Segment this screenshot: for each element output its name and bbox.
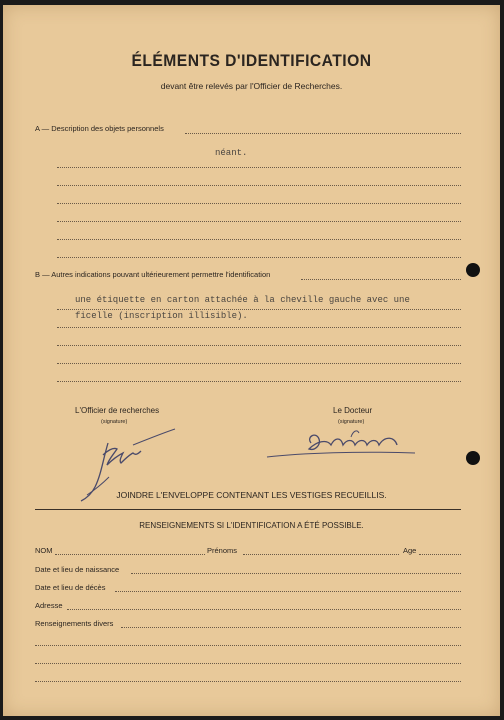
address-label: Adresse — [35, 601, 63, 610]
section-a-line — [57, 257, 461, 258]
section-b-line — [57, 309, 461, 310]
section-a-line — [57, 221, 461, 222]
misc-label: Renseignements divers — [35, 619, 114, 628]
section-b-line — [57, 327, 461, 328]
document-page — [3, 5, 500, 716]
misc-line — [35, 681, 461, 682]
section-b-typed-line-2: ficelle (inscription illisible). — [75, 311, 248, 321]
death-label: Date et lieu de décès — [35, 583, 106, 592]
birth-line — [131, 573, 461, 574]
officer-signature-label: L'Officier de recherches — [75, 406, 160, 415]
section-a-line — [57, 203, 461, 204]
nom-line — [55, 554, 205, 555]
section-b-line — [57, 363, 461, 364]
death-line — [115, 591, 461, 592]
section-divider — [35, 509, 461, 510]
misc-line — [35, 645, 461, 646]
section-b-line — [301, 279, 461, 280]
identification-heading: RENSEIGNEMENTS SI L'IDENTIFICATION A ÉTÉ POSSIBLE. — [139, 521, 364, 530]
age-line — [419, 554, 461, 555]
section-b-typed-line-1: une étiquette en carton attachée à la cheville gauche avec une — [75, 295, 410, 305]
officer-signature-sub: (signature) — [101, 419, 128, 425]
binder-hole — [466, 451, 480, 465]
misc-line — [35, 663, 461, 664]
envelope-note: JOINDRE L'ENVELOPPE CONTENANT LES VESTIGES RECUEILLIS. — [116, 490, 387, 500]
section-a-typed-text: néant. — [215, 148, 248, 158]
misc-line — [121, 627, 461, 628]
section-b-label: B — Autres indications pouvant ultérieurement permettre l'identification — [35, 270, 271, 279]
document-subtitle: devant être relevés par l'Officier de Recherches. — [160, 81, 343, 91]
birth-label: Date et lieu de naissance — [35, 565, 120, 574]
address-line — [67, 609, 461, 610]
document-title: ÉLÉMENTS D'IDENTIFICATION — [131, 51, 372, 70]
section-b-line — [57, 345, 461, 346]
section-a-line — [57, 185, 461, 186]
nom-label: NOM — [35, 546, 53, 555]
section-a-line — [185, 133, 461, 134]
doctor-signature — [261, 423, 421, 463]
section-b-line — [57, 381, 461, 382]
age-label: Age — [403, 546, 417, 555]
section-a-line — [57, 167, 461, 168]
prenoms-label: Prénoms — [207, 546, 238, 555]
doctor-signature-label: Le Docteur — [333, 406, 373, 415]
prenoms-line — [243, 554, 399, 555]
section-a-label: A — Description des objets personnels — [35, 124, 164, 133]
section-a-line — [57, 239, 461, 240]
doctor-signature-sub: (signature) — [338, 419, 365, 425]
binder-hole — [466, 263, 480, 277]
